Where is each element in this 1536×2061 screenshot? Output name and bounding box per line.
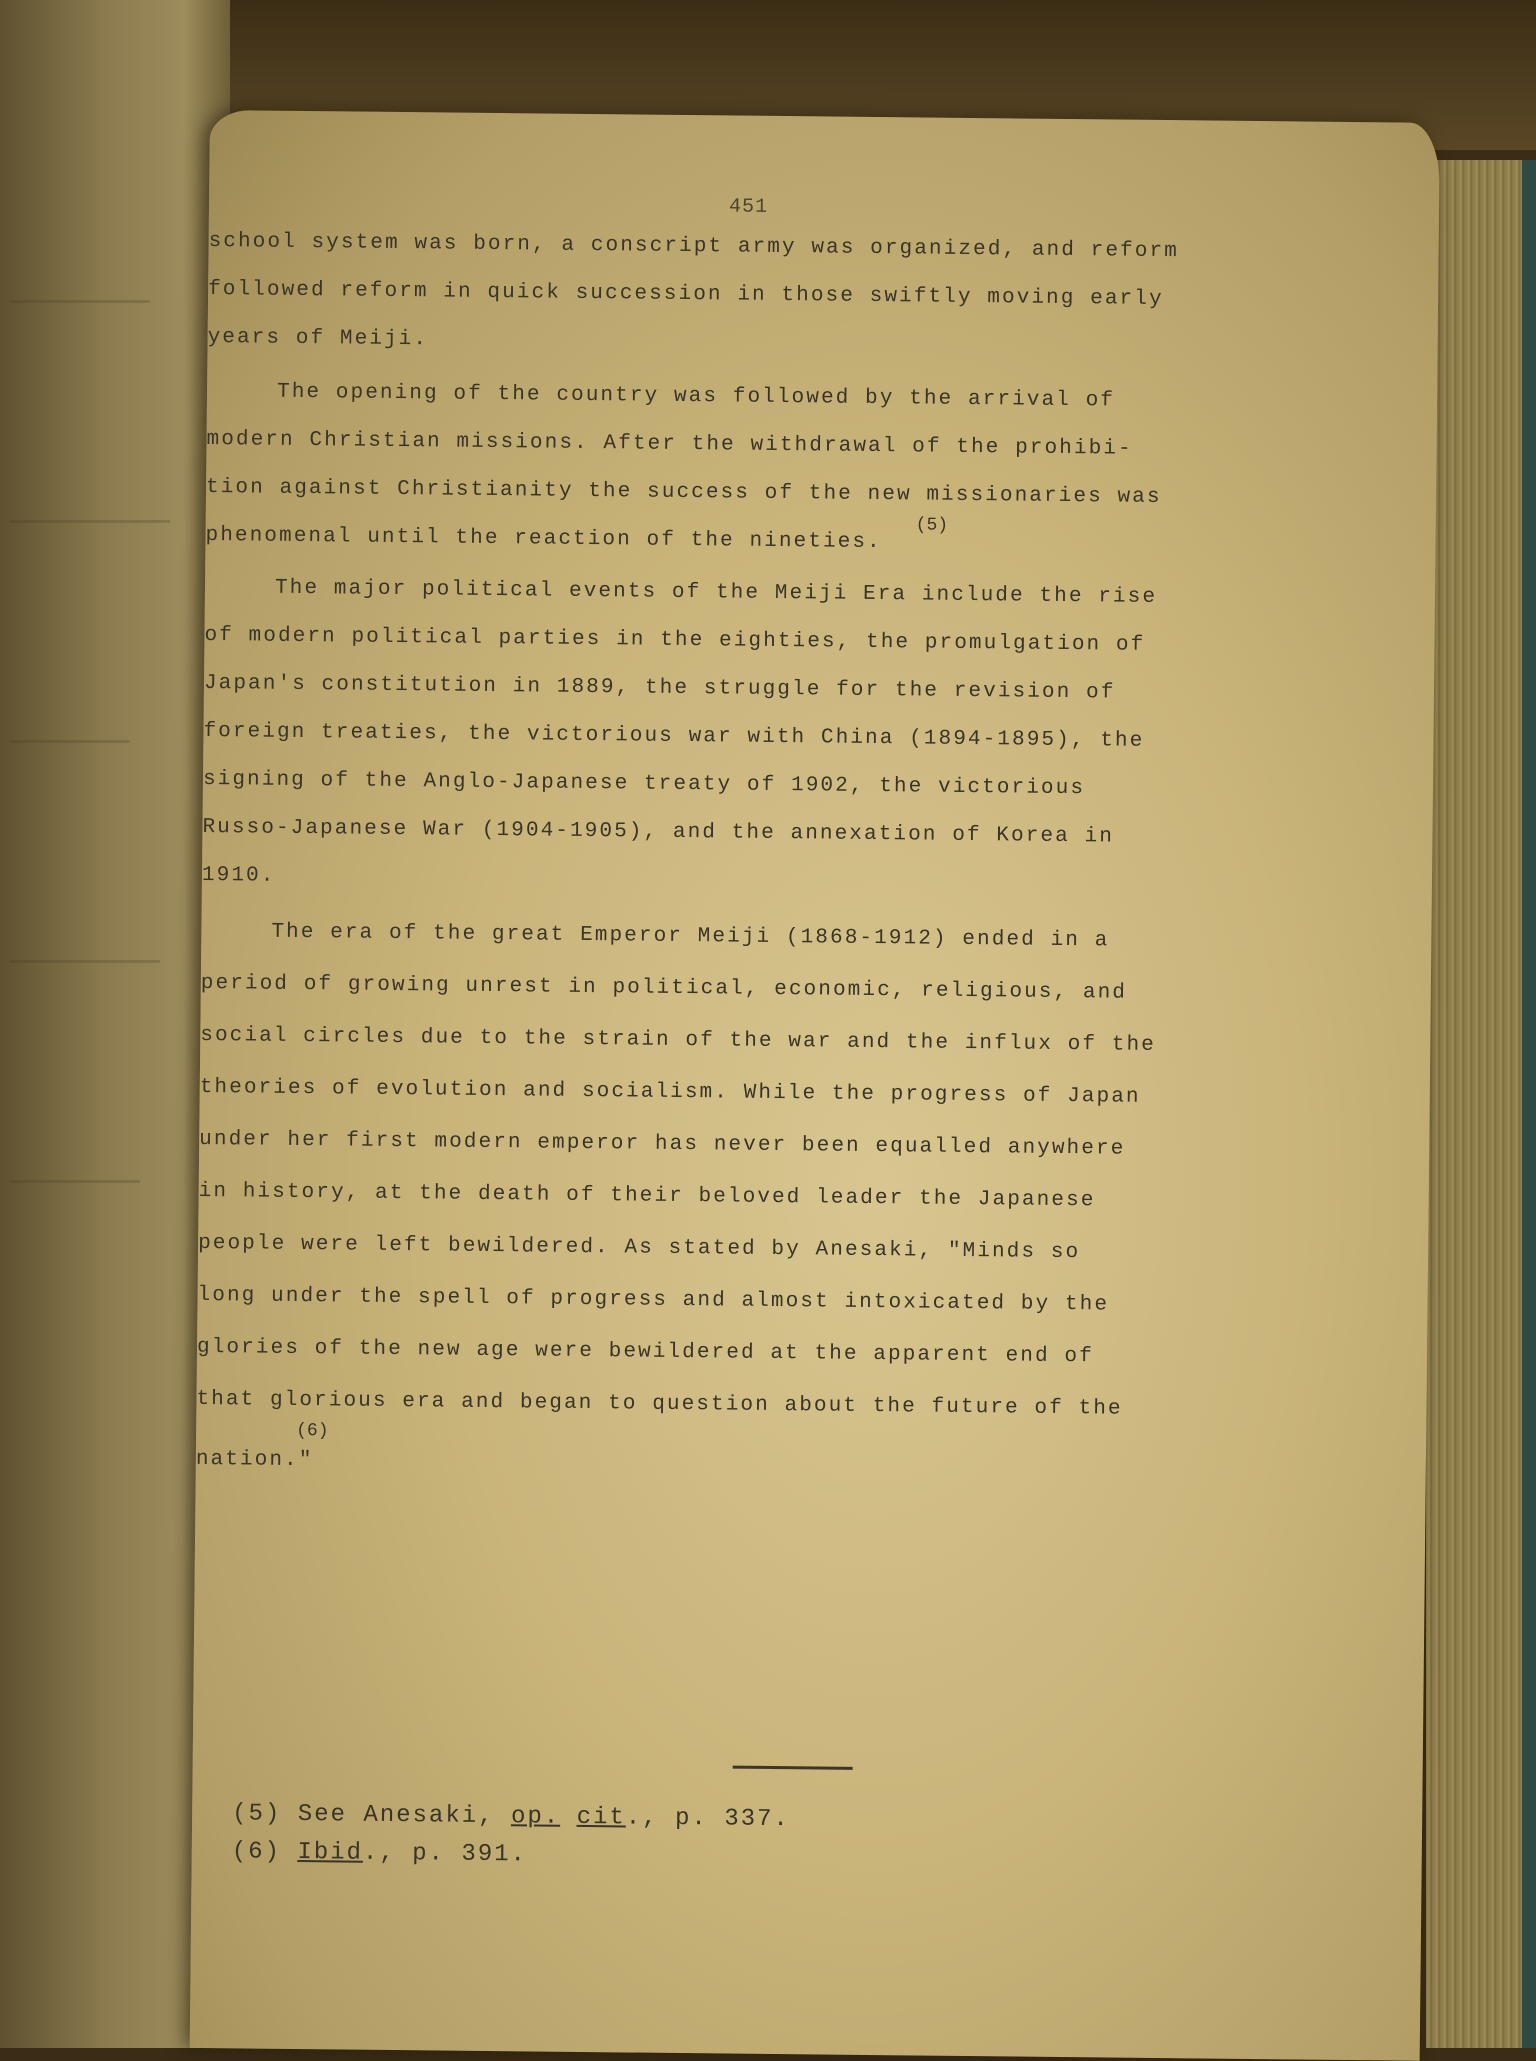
text-line: tion against Christianity the success of the new missionaries was [205,475,1162,509]
footnote-separator [733,1766,853,1770]
text-line: phenomenal until the reaction of the nineties. [205,523,882,555]
footnote-page: ., p. 391. [362,1839,528,1869]
text-line: Japan's constitution in 1889, the struggle for the revision of [203,671,1116,705]
footnote-reference-5: (5) [915,515,949,536]
book-cover-edge [1522,160,1536,2048]
footnote-reference-6: (6) [296,1420,329,1442]
footnote-cit: cit [576,1803,626,1832]
text-line: The era of the great Emperor Meiji (1868-1912) ended in a [271,920,1110,953]
footnote-space [560,1804,577,1831]
bleed-through-line [10,1180,140,1183]
footnote-5 [232,1800,790,1833]
text-line: social circles due to the strain of the war and the influx of the [200,1023,1157,1057]
text-line: followed reform in quick succession in those swiftly moving early [207,277,1164,311]
text-line: Russo-Japanese War (1904-1905), and the annexation of Korea in [202,815,1115,849]
footnote-marker: (6) [231,1838,282,1866]
footnote-marker: (5) [232,1800,282,1828]
text-line: The opening of the country was followed by the arrival of [276,380,1116,413]
text-line: theories of evolution and socialism. While the progress of Japan [199,1075,1141,1109]
text-line: glories of the new age were bewildered at the apparent end of [196,1335,1094,1369]
text-line: of modern political parties in the eighties, the promulgation of [204,623,1146,657]
text-line: modern Christian missions. After the withdrawal of the prohibi- [206,427,1133,461]
text-line: 1910. [201,863,276,888]
footnote-6 [232,1838,528,1868]
page-number: 451 [728,195,769,219]
footnote-ibid: Ibid [297,1839,364,1867]
document-page [190,110,1440,2061]
text-line: school system was born, a conscript army was organized, and reform [208,229,1180,264]
text-line: in history, at the death of their beloved leader the Japanese [198,1179,1096,1213]
text-line: people were left bewildered. As stated by Anesaki, "Minds so [198,1231,1081,1265]
text-line: The major political events of the Meiji Era include the rise [274,576,1158,609]
bleed-through-line [10,740,130,743]
text-line: nation." [195,1447,314,1473]
page-stack-edge [1426,160,1536,2048]
footnote-op: op. [510,1803,561,1831]
footnote-page: ., p. 337. [625,1804,791,1834]
text-line: period of growing unrest in political, economic, religious, and [200,971,1128,1005]
bleed-through-line [10,960,160,963]
text-line: foreign treaties, the victorious war with China (1894-1895), the [203,719,1145,753]
footnote-text: See Anesaki, [297,1801,512,1831]
text-line: signing of the Anglo-Japanese treaty of 1902, the victorious [202,767,1086,801]
text-line: years of Meiji. [207,325,429,352]
text-line: that glorious era and began to question about the future of the [196,1387,1123,1421]
bleed-through-line [10,520,170,523]
text-line: under her first modern emperor has never been equalled anywhere [199,1127,1126,1161]
bleed-through-line [10,300,150,303]
text-line: long under the spell of progress and almost intoxicated by the [197,1283,1110,1317]
